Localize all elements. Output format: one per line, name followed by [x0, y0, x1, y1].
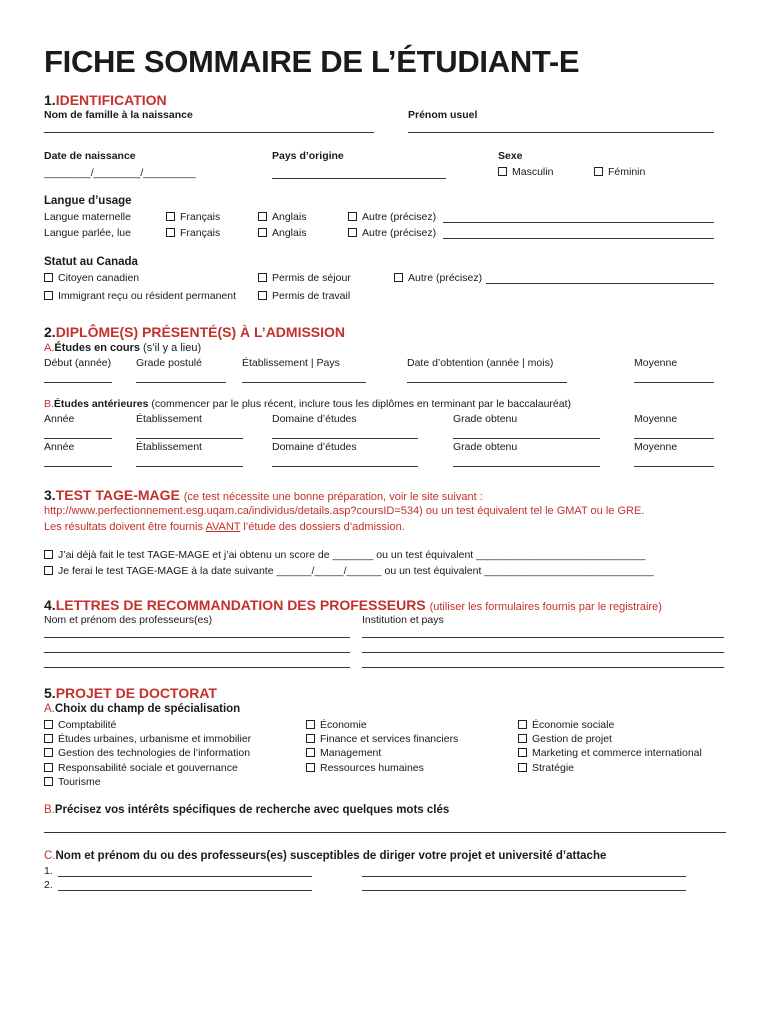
section-title: IDENTIFICATION	[55, 92, 167, 108]
field-debut[interactable]	[44, 382, 112, 383]
label-domaine: Domaine d’études	[272, 441, 357, 453]
section-number: 1.	[44, 92, 56, 108]
section-number: 3.	[44, 487, 56, 503]
option-marketing[interactable]: Marketing et commerce international	[518, 747, 702, 759]
field-directeur-2[interactable]	[58, 890, 312, 891]
checkbox-icon[interactable]	[306, 720, 315, 729]
label-annee: Année	[44, 441, 75, 453]
option-tourisme[interactable]: Tourisme	[44, 776, 101, 788]
subsection-directeurs: C.Nom et prénom du ou des professeurs(es) susceptibles de diriger votre projet et université d’attache	[44, 850, 607, 862]
label-institution-pays: Institution et pays	[362, 614, 444, 626]
field-parlee-autre[interactable]	[443, 238, 714, 239]
label-grade-obtenu: Grade obtenu	[453, 413, 518, 425]
label-grade-obtenu: Grade obtenu	[453, 441, 518, 453]
test-url-note[interactable]: http://www.perfectionnement.esg.uqam.ca/individus/details.asp?coursID=534) ou un test équivalent tel le GMAT ou le GRE.	[44, 505, 645, 517]
label-date-naissance: Date de naissance	[44, 150, 136, 162]
label-directeur-2: 2.	[44, 879, 53, 891]
field-institution-3[interactable]	[362, 667, 724, 668]
section-lettres-recommandation: 4.LETTRES DE RECOMMANDATION DES PROFESSEURS (utiliser les formulaires fournis par le registraire)	[44, 597, 662, 613]
option-test-a-faire[interactable]: Je ferai le test TAGE-MAGE à la date suivante ______/_____/______ ou un test équivalent _____________________________	[44, 565, 654, 577]
label-moyenne: Moyenne	[634, 441, 678, 453]
label-moyenne: Moyenne	[634, 413, 678, 425]
field-moyenne[interactable]	[634, 382, 714, 383]
subsection-champ-specialisation: A.Choix du champ de spécialisation	[44, 703, 241, 715]
field-prenom[interactable]	[408, 132, 714, 133]
field-professeur-1[interactable]	[44, 637, 350, 638]
label-annee: Année	[44, 413, 75, 425]
field-universite-2[interactable]	[362, 890, 686, 891]
checkbox-icon[interactable]	[44, 550, 53, 559]
field-moyenne[interactable]	[634, 438, 714, 439]
field-professeur-3[interactable]	[44, 667, 350, 668]
section-title: TEST TAGE-MAGE	[55, 487, 180, 503]
field-etablissement[interactable]	[136, 438, 243, 439]
field-institution-2[interactable]	[362, 652, 724, 653]
checkbox-icon[interactable]	[348, 228, 357, 237]
section-number: 5.	[44, 685, 56, 701]
field-annee[interactable]	[44, 466, 112, 467]
option-immigrant[interactable]: Immigrant reçu ou résident permanent	[44, 290, 236, 302]
label-prenom: Prénom usuel	[408, 109, 478, 121]
checkbox-icon[interactable]	[306, 763, 315, 772]
field-universite-1[interactable]	[362, 876, 686, 877]
label-moyenne: Moyenne	[634, 357, 678, 369]
option-test-deja-fait[interactable]: J’ai déjà fait le test TAGE-MAGE et j’ai obtenu un score de _______ ou un test équivalent _____________________________	[44, 549, 645, 561]
field-grade-obtenu[interactable]	[453, 466, 600, 467]
checkbox-icon[interactable]	[44, 291, 53, 300]
field-domaine[interactable]	[272, 438, 418, 439]
option-economie[interactable]: Économie	[306, 719, 367, 731]
section-number: 4.	[44, 597, 56, 613]
option-permis-sejour[interactable]: Permis de séjour	[258, 272, 351, 284]
checkbox-icon[interactable]	[44, 273, 53, 282]
checkbox-icon[interactable]	[44, 763, 53, 772]
checkbox-icon[interactable]	[44, 748, 53, 757]
section-projet-doctorat	[44, 685, 217, 701]
label-obtention: Date d’obtention (année | mois)	[407, 357, 554, 369]
option-parlee-anglais[interactable]: Anglais	[258, 227, 306, 239]
label-statut-canada: Statut au Canada	[44, 256, 138, 268]
label-debut: Début (année)	[44, 357, 112, 369]
checkbox-icon[interactable]	[498, 167, 507, 176]
checkbox-icon[interactable]	[306, 748, 315, 757]
field-obtention[interactable]	[407, 382, 567, 383]
option-gestion-projet[interactable]: Gestion de projet	[518, 733, 612, 745]
field-moyenne[interactable]	[634, 466, 714, 467]
checkbox-icon[interactable]	[166, 212, 175, 221]
field-grade-postule[interactable]	[136, 382, 226, 383]
label-pays-origine: Pays d’origine	[272, 150, 344, 162]
option-etudes-urbaines[interactable]: Études urbaines, urbanisme et immobilier	[44, 733, 251, 745]
field-date-naissance[interactable]: ________/________/_________	[44, 167, 196, 179]
section-title: PROJET DE DOCTORAT	[55, 685, 217, 701]
section-number: 2.	[44, 324, 56, 340]
label-langue-maternelle: Langue maternelle	[44, 211, 131, 223]
option-strategie[interactable]: Stratégie	[518, 762, 574, 774]
option-maternelle-autre[interactable]: Autre (précisez)	[348, 211, 436, 223]
checkbox-icon[interactable]	[258, 228, 267, 237]
option-gestion-ti[interactable]: Gestion des technologies de l’information	[44, 747, 250, 759]
checkbox-icon[interactable]	[306, 734, 315, 743]
option-masculin[interactable]: Masculin	[498, 166, 553, 178]
checkbox-icon[interactable]	[44, 566, 53, 575]
option-parlee-autre[interactable]: Autre (précisez)	[348, 227, 436, 239]
option-maternelle-francais[interactable]: Français	[166, 211, 220, 223]
option-comptabilite[interactable]: Comptabilité	[44, 719, 116, 731]
checkbox-icon[interactable]	[258, 212, 267, 221]
label-nom-professeurs: Nom et prénom des professeurs(es)	[44, 614, 213, 626]
section-title: DIPLÔME(S) PRÉSENTÉ(S) À L’ADMISSION	[55, 324, 346, 340]
subsection-etudes-anterieures: B.Études antérieures (commencer par le plus récent, inclure tous les diplômes en terminant par le baccalauréat)	[44, 398, 572, 410]
option-parlee-francais[interactable]: Français	[166, 227, 220, 239]
section-diplomes	[44, 324, 345, 340]
checkbox-icon[interactable]	[258, 273, 267, 282]
section-identification	[44, 92, 167, 108]
label-etablissement: Établissement	[136, 413, 202, 425]
checkbox-icon[interactable]	[518, 748, 527, 757]
checkbox-icon[interactable]	[594, 167, 603, 176]
field-etablissement[interactable]	[136, 466, 243, 467]
checkbox-icon[interactable]	[348, 212, 357, 221]
label-domaine: Domaine d’études	[272, 413, 357, 425]
option-statut-autre[interactable]: Autre (précisez)	[394, 272, 482, 284]
subsection-interets-recherche: B.Précisez vos intérêts spécifiques de recherche avec quelques mots clés	[44, 804, 450, 816]
field-nom-famille[interactable]	[44, 132, 374, 133]
field-directeur-1[interactable]	[58, 876, 312, 877]
option-management[interactable]: Management	[306, 747, 381, 759]
option-permis-travail[interactable]: Permis de travail	[258, 290, 350, 302]
label-langue-parlee: Langue parlée, lue	[44, 227, 131, 239]
checkbox-icon[interactable]	[518, 763, 527, 772]
field-maternelle-autre[interactable]	[443, 222, 714, 223]
checkbox-icon[interactable]	[518, 720, 527, 729]
option-ressources-humaines[interactable]: Ressources humaines	[306, 762, 424, 774]
option-feminin[interactable]: Féminin	[594, 166, 645, 178]
option-finance[interactable]: Finance et services financiers	[306, 733, 458, 745]
checkbox-icon[interactable]	[166, 228, 175, 237]
option-responsabilite-sociale[interactable]: Responsabilité sociale et gouvernance	[44, 762, 238, 774]
checkbox-icon[interactable]	[44, 777, 53, 786]
field-annee[interactable]	[44, 438, 112, 439]
field-grade-obtenu[interactable]	[453, 438, 600, 439]
label-etablissement: Établissement	[136, 441, 202, 453]
field-domaine[interactable]	[272, 466, 418, 467]
option-citoyen[interactable]: Citoyen canadien	[44, 272, 139, 284]
field-interets-recherche[interactable]	[44, 832, 726, 833]
page-title: FICHE SOMMAIRE DE L’ÉTUDIANT-E	[44, 44, 580, 79]
field-statut-autre[interactable]	[486, 283, 714, 284]
label-directeur-1: 1.	[44, 865, 53, 877]
label-etab-pays: Établissement | Pays	[242, 357, 340, 369]
test-results-note: Les résultats doivent être fournis AVANT l’étude des dossiers d’admission.	[44, 521, 405, 533]
option-economie-sociale[interactable]: Économie sociale	[518, 719, 614, 731]
label-grade-postule: Grade postulé	[136, 357, 202, 369]
subsection-etudes-en-cours: A.Études en cours (s’il y a lieu)	[44, 342, 202, 354]
label-nom-famille: Nom de famille à la naissance	[44, 109, 193, 121]
field-pays-origine[interactable]	[272, 178, 446, 179]
field-institution-1[interactable]	[362, 637, 724, 638]
option-maternelle-anglais[interactable]: Anglais	[258, 211, 306, 223]
label-sexe: Sexe	[498, 150, 523, 162]
checkbox-icon[interactable]	[258, 291, 267, 300]
section-test-tage-mage: 3.TEST TAGE-MAGE (ce test nécessite une bonne préparation, voir le site suivant :	[44, 487, 483, 503]
checkbox-icon[interactable]	[394, 273, 403, 282]
field-etab-pays[interactable]	[242, 382, 366, 383]
checkbox-icon[interactable]	[518, 734, 527, 743]
section-title: LETTRES DE RECOMMANDATION DES PROFESSEURS	[55, 597, 426, 613]
field-professeur-2[interactable]	[44, 652, 350, 653]
label-langue-usage: Langue d’usage	[44, 195, 132, 207]
checkbox-icon[interactable]	[44, 720, 53, 729]
checkbox-icon[interactable]	[44, 734, 53, 743]
